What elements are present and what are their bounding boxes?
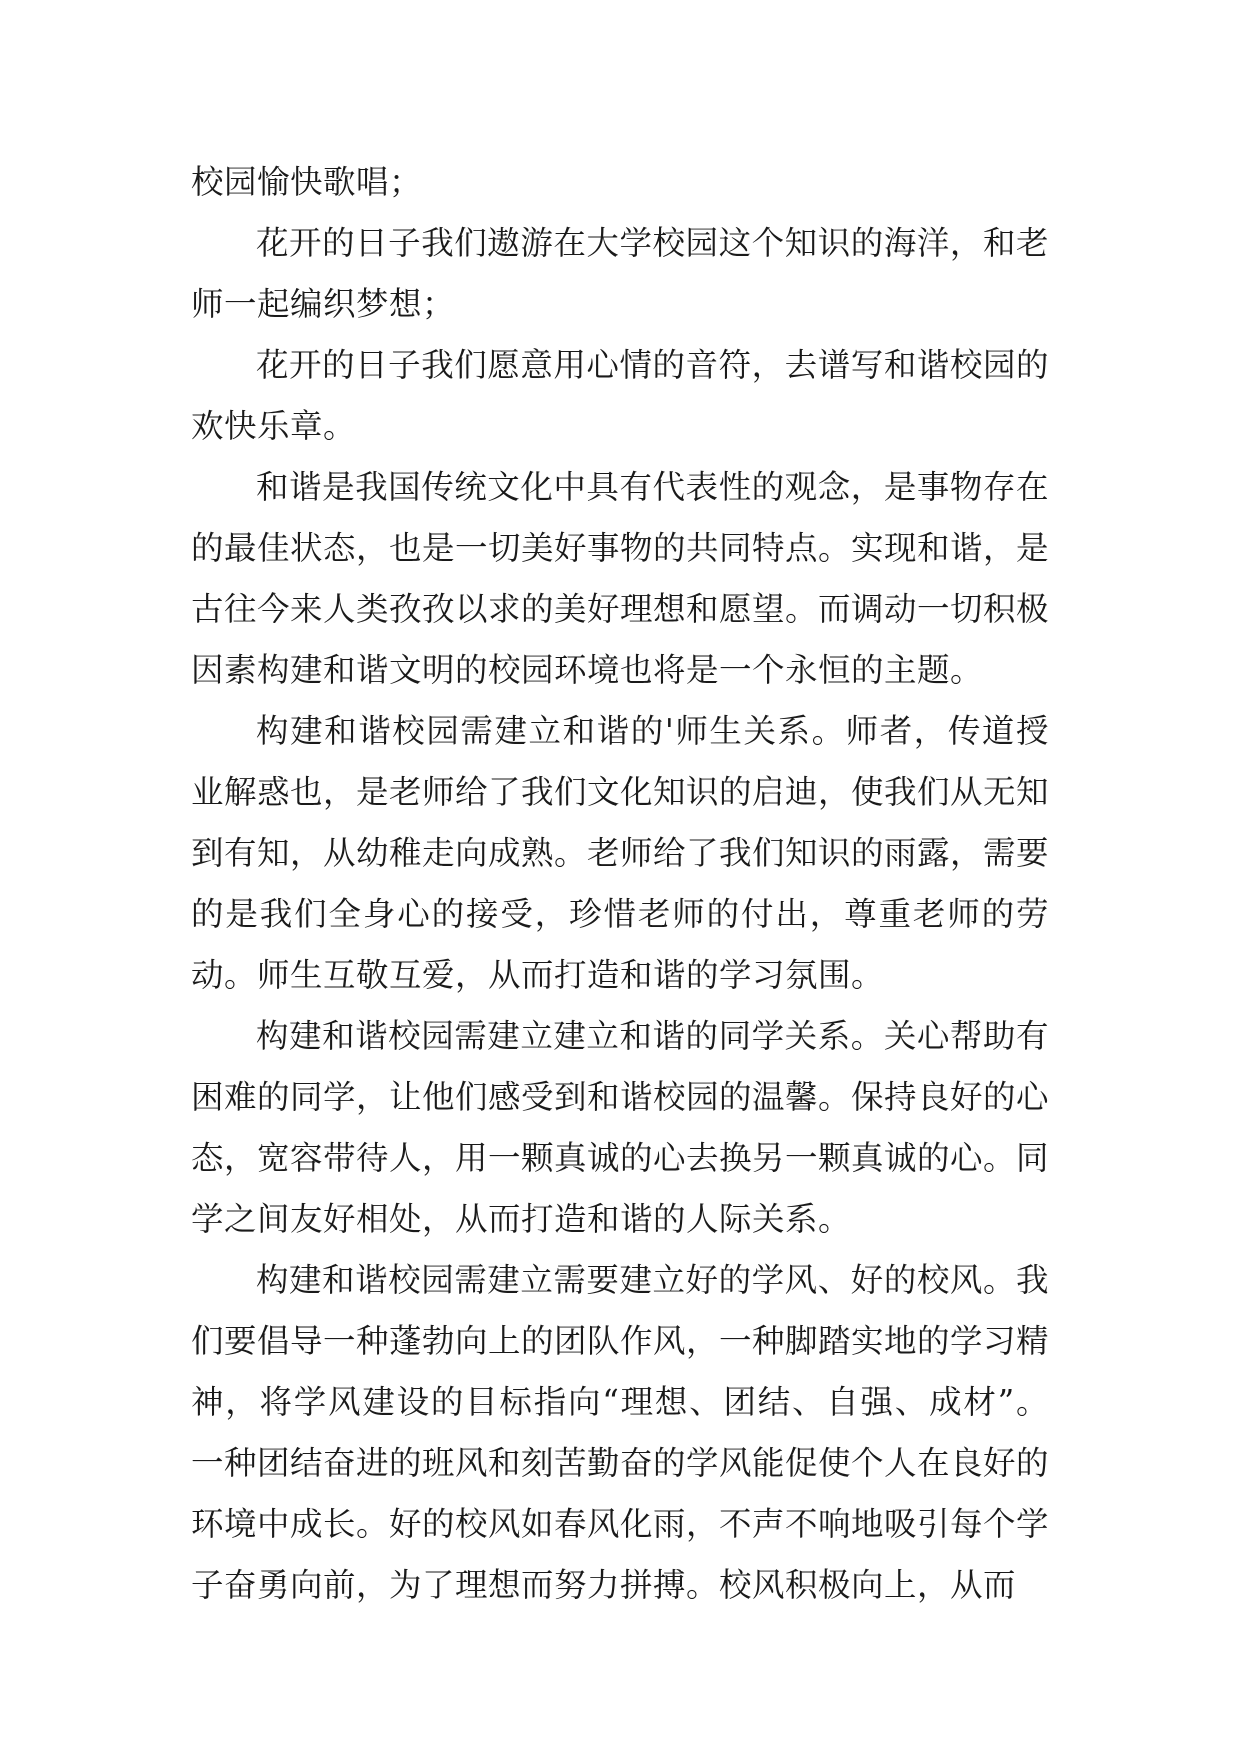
body-text [191, 152, 1049, 1616]
paragraph-2: 花开的日子我们遨游在大学校园这个知识的海洋，和老师一起编织梦想； [191, 224, 1049, 323]
paragraph-4: 和谐是我国传统文化中具有代表性的观念，是事物存在的最佳状态，也是一切美好事物的共同特点。实现和谐，是古往今来人类孜孜以求的美好理想和愿望。而调动一切积极因素构建和谐文明的校园环境也将是一个永恒的主题。 [191, 468, 1050, 689]
paragraph-6: 构建和谐校园需建立建立和谐的同学关系。关心帮助有困难的同学，让他们感受到和谐校园的温馨。保持良好的心态，宽容带待人，用一颗真诚的心去换另一颗真诚的心。同学之间友好相处，从而打造和谐的人际关系。 [191, 1017, 1050, 1238]
paragraph-3: 花开的日子我们愿意用心情的音符，去谱写和谐校园的欢快乐章。 [191, 346, 1049, 445]
paragraph-5: 构建和谐校园需建立和谐的'师生关系。师者，传道授业解惑也，是老师给了我们文化知识的启迪，使我们从无知到有知，从幼稚走向成熟。老师给了我们知识的雨露，需要的是我们全身心的接受，珍惜老师的付出，尊重老师的劳动。师生互敬互爱，从而打造和谐的学习氛围。 [191, 712, 1050, 994]
paragraph-1: 校园愉快歌唱； [191, 163, 423, 201]
paragraph-7: 构建和谐校园需建立需要建立好的学风、好的校风。我们要倡导一种蓬勃向上的团队作风，一种脚踏实地的学习精神，将学风建设的目标指向“理想、团结、自强、成材”。一种团结奋进的班风和刻苦勤奋的学风能促使个人在良好的环境中成长。好的校风如春风化雨，不声不响地吸引每个学子奋勇向前，为了理想而努力拼搏。校风积极向上，从而 [191, 1261, 1050, 1604]
